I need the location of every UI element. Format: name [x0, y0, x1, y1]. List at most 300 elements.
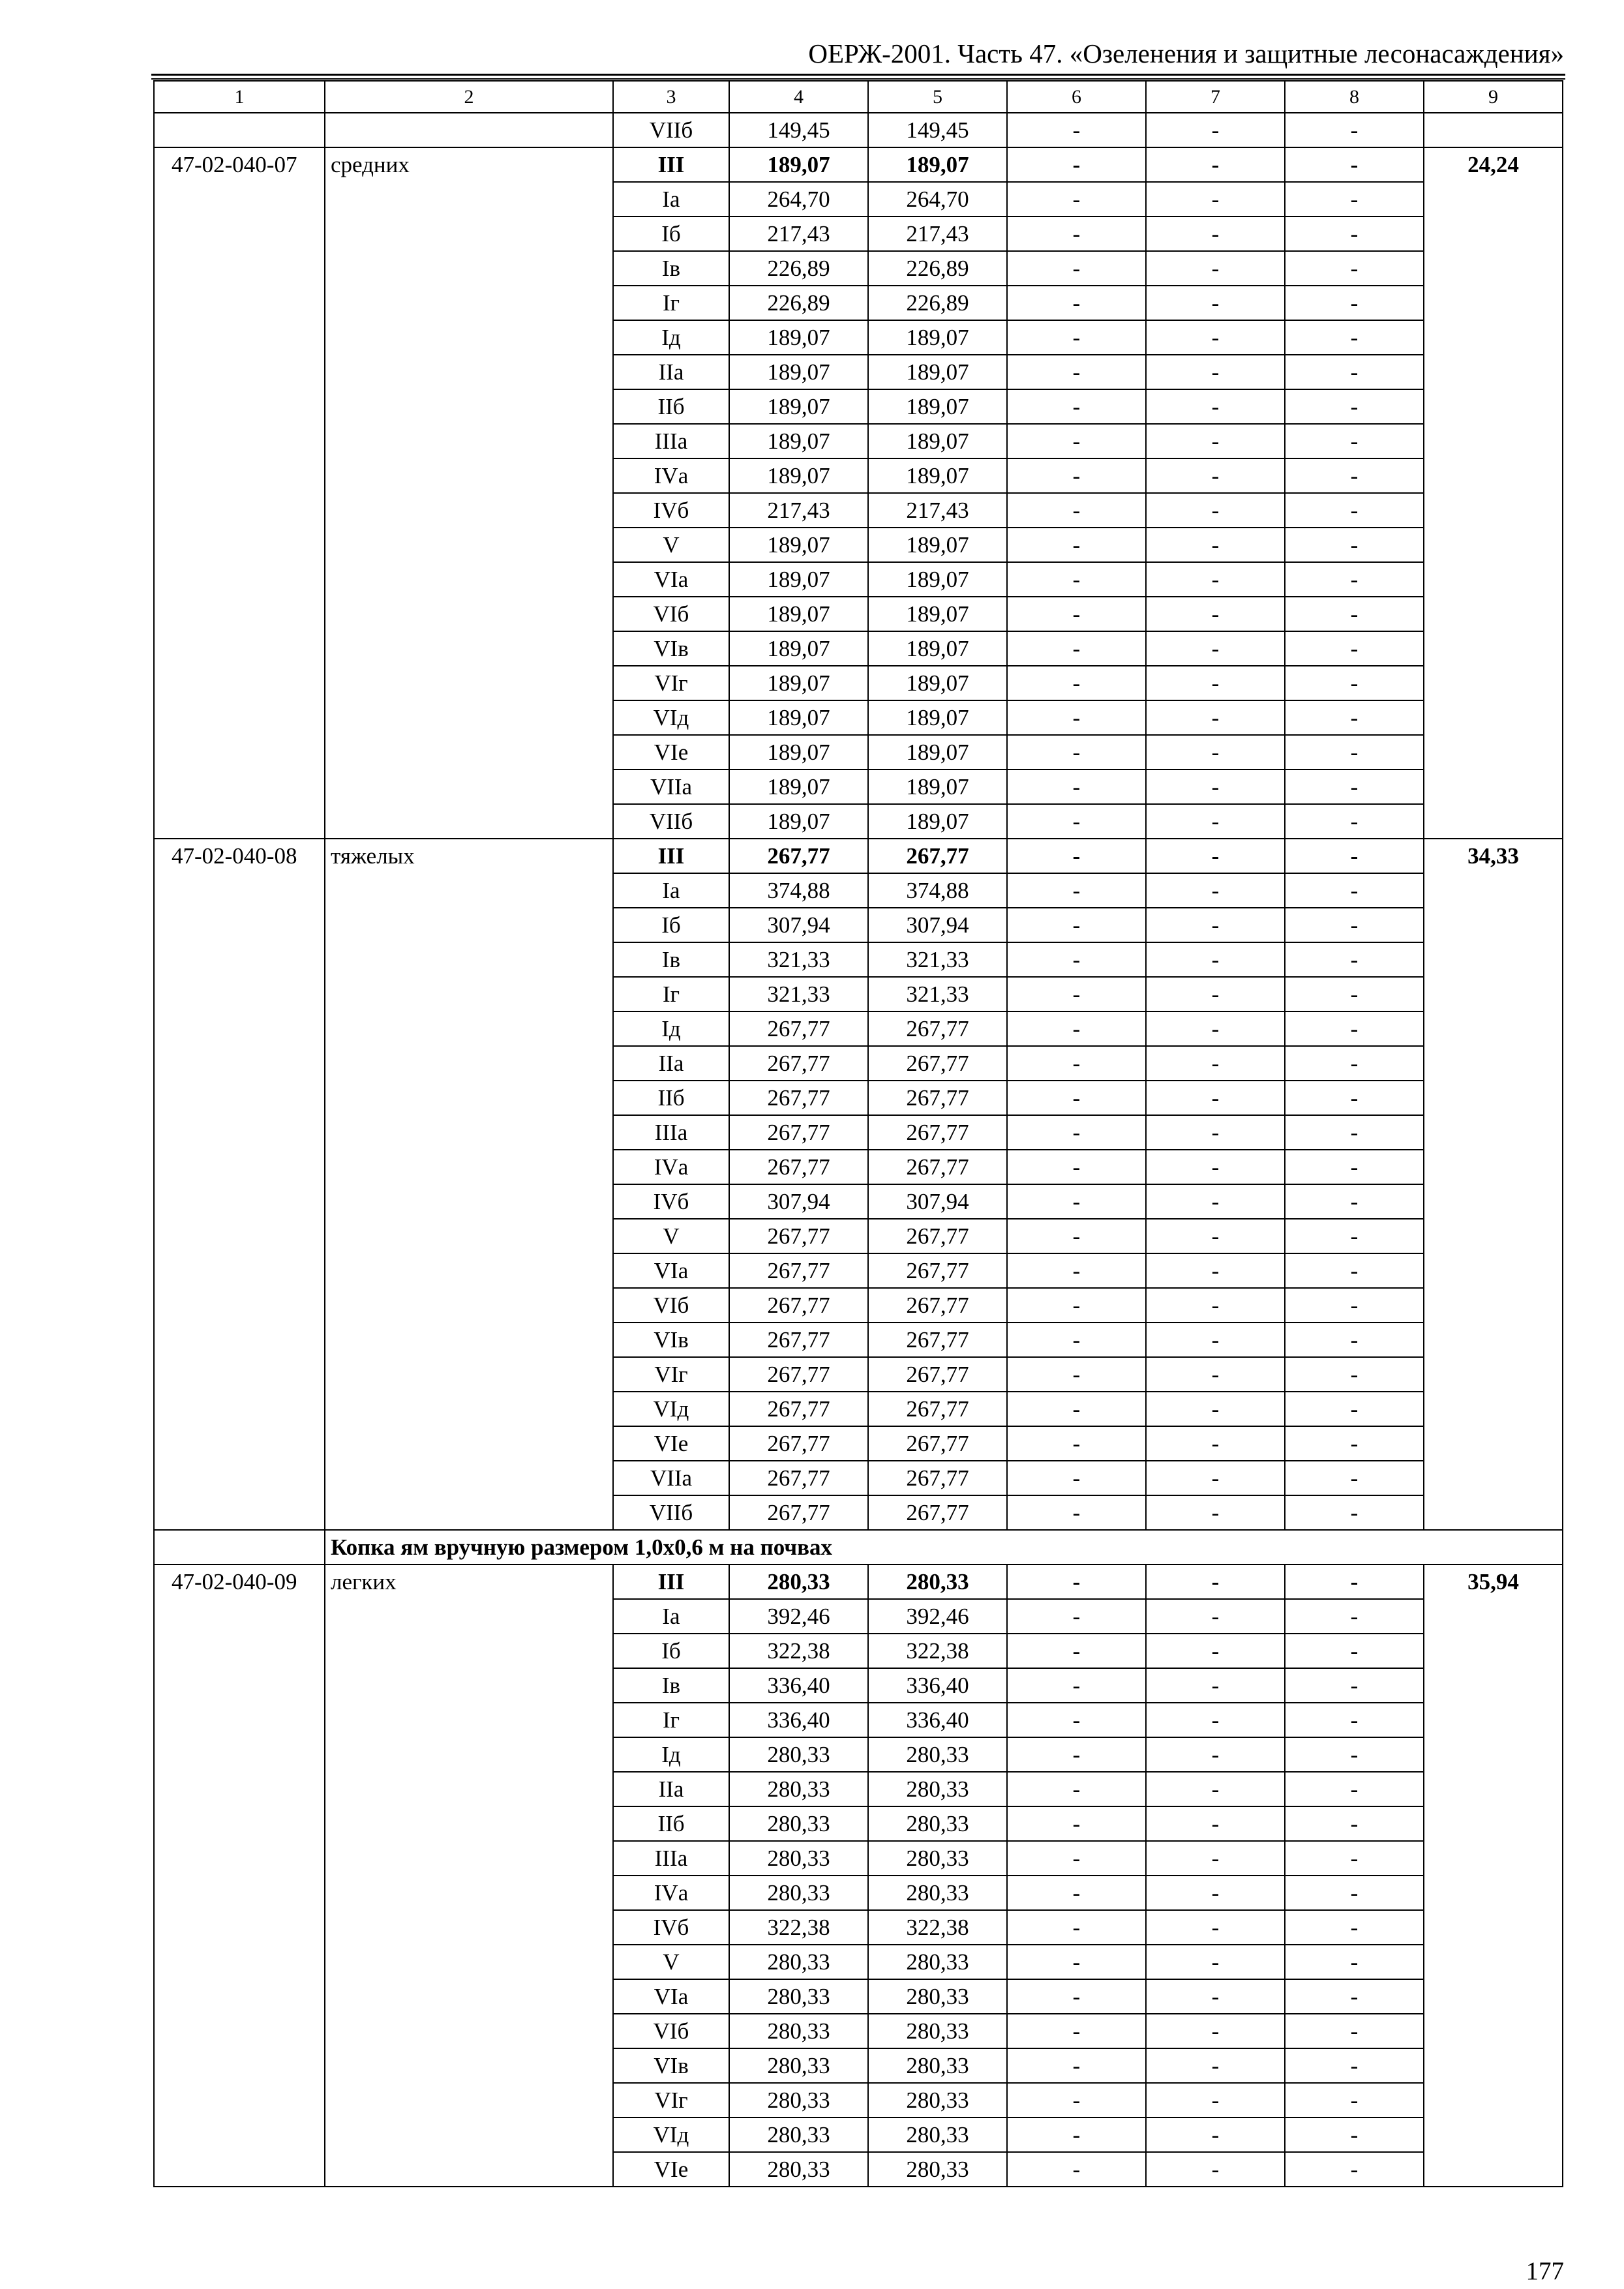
col-7-value: - [1146, 1910, 1285, 1945]
col-5-value: 189,07 [868, 804, 1007, 839]
col-6-value: - [1007, 873, 1146, 908]
col-7-value: - [1146, 1046, 1285, 1081]
column-number-2: 2 [325, 81, 613, 113]
col-7-value: - [1146, 1115, 1285, 1150]
table-row [154, 1564, 1563, 1599]
col-3-category: Iб [613, 908, 729, 942]
col-3-category: VIв [613, 2048, 729, 2083]
col-4-value: 189,07 [729, 700, 868, 735]
rate-name: средних [325, 147, 613, 839]
col-3-category: VIв [613, 631, 729, 666]
col-8-value: - [1285, 1772, 1424, 1806]
col-6-value: - [1007, 1703, 1146, 1737]
column-number-3: 3 [613, 81, 729, 113]
col-4-value: 321,33 [729, 942, 868, 977]
col-3-category: V [613, 1219, 729, 1253]
col-7-value: - [1146, 1288, 1285, 1323]
col-6-value: - [1007, 1599, 1146, 1634]
col-8-value: - [1285, 528, 1424, 562]
col-5-value: 280,33 [868, 2152, 1007, 2187]
col-6-value: - [1007, 1876, 1146, 1910]
col-3-category: Iг [613, 286, 729, 320]
col-3-category: IVа [613, 458, 729, 493]
col-7-value: - [1146, 251, 1285, 286]
col-5-value: 189,07 [868, 320, 1007, 355]
col-8-value: - [1285, 735, 1424, 770]
col-8-value: - [1285, 493, 1424, 528]
col-5-value: 280,33 [868, 1772, 1007, 1806]
col-8-value: - [1285, 147, 1424, 182]
col-4-value: 267,77 [729, 1219, 868, 1253]
col-8-value: - [1285, 320, 1424, 355]
column-number-8: 8 [1285, 81, 1424, 113]
col-8-value: - [1285, 355, 1424, 389]
col-4-value: 280,33 [729, 1979, 868, 2014]
col-7-value: - [1146, 217, 1285, 251]
col-3-category: IIа [613, 355, 729, 389]
col-4-value: 280,33 [729, 1876, 868, 1910]
col-7-value: - [1146, 1599, 1285, 1634]
col-7-value: - [1146, 147, 1285, 182]
col-8-value: - [1285, 700, 1424, 735]
rate-coefficient: 24,24 [1424, 147, 1563, 839]
column-number-7: 7 [1146, 81, 1285, 113]
col-7-value: - [1146, 1323, 1285, 1357]
col-6-value: - [1007, 2048, 1146, 2083]
col-4-value: 189,07 [729, 666, 868, 700]
col-5-value: 149,45 [868, 113, 1007, 147]
col-8-value: - [1285, 389, 1424, 424]
col-4-value: 189,07 [729, 804, 868, 839]
col-5-value: 189,07 [868, 355, 1007, 389]
col-7-value: - [1146, 2117, 1285, 2152]
col-5-value: 280,33 [868, 1979, 1007, 2014]
col-7-value: - [1146, 1945, 1285, 1979]
col-7-value: - [1146, 1495, 1285, 1530]
col-3-category: Iа [613, 873, 729, 908]
col-7-value: - [1146, 1357, 1285, 1392]
col-7-value: - [1146, 977, 1285, 1011]
col-5-value: 189,07 [868, 147, 1007, 182]
col-4-value: 189,07 [729, 355, 868, 389]
column-number-1: 1 [154, 81, 325, 113]
rates-table [153, 80, 1563, 2187]
col-8-value: - [1285, 424, 1424, 458]
cell-empty [325, 113, 613, 147]
col-5-value: 267,77 [868, 1461, 1007, 1495]
col-3-category: VIг [613, 2083, 729, 2117]
col-8-value: - [1285, 1150, 1424, 1184]
col-4-value: 189,07 [729, 424, 868, 458]
col-7-value: - [1146, 1979, 1285, 2014]
col-7-value: - [1146, 389, 1285, 424]
col-8-value: - [1285, 2117, 1424, 2152]
col-3-category: VIб [613, 1288, 729, 1323]
col-6-value: - [1007, 1772, 1146, 1806]
col-5-value: 189,07 [868, 528, 1007, 562]
col-3-category: VIа [613, 562, 729, 597]
col-3-category: VIе [613, 735, 729, 770]
col-3-category: IIа [613, 1046, 729, 1081]
col-8-value: - [1285, 1876, 1424, 1910]
col-8-value: - [1285, 1011, 1424, 1046]
col-3-category: VIг [613, 1357, 729, 1392]
col-6-value: - [1007, 458, 1146, 493]
col-6-value: - [1007, 562, 1146, 597]
col-3-category: VIIа [613, 1461, 729, 1495]
col-8-value: - [1285, 1253, 1424, 1288]
col-6-value: - [1007, 2117, 1146, 2152]
col-3-category: V [613, 528, 729, 562]
col-5-value: 189,07 [868, 770, 1007, 804]
col-4-value: 280,33 [729, 1841, 868, 1876]
col-8-value: - [1285, 873, 1424, 908]
col-5-value: 392,46 [868, 1599, 1007, 1634]
col-8-value: - [1285, 1806, 1424, 1841]
col-3-category: Iб [613, 217, 729, 251]
col-3-category: IVб [613, 1184, 729, 1219]
col-6-value: - [1007, 1115, 1146, 1150]
col-5-value: 189,07 [868, 735, 1007, 770]
cell-empty [154, 1530, 325, 1564]
col-5-value: 322,38 [868, 1910, 1007, 1945]
col-5-value: 226,89 [868, 251, 1007, 286]
col-6-value: - [1007, 1841, 1146, 1876]
col-5-value: 280,33 [868, 1841, 1007, 1876]
col-8-value: - [1285, 1046, 1424, 1081]
col-8-value: - [1285, 908, 1424, 942]
col-3-category: Iв [613, 1668, 729, 1703]
col-5-value: 280,33 [868, 2083, 1007, 2117]
col-6-value: - [1007, 1910, 1146, 1945]
col-8-value: - [1285, 977, 1424, 1011]
col-4-value: 267,77 [729, 839, 868, 873]
col-4-value: 267,77 [729, 1426, 868, 1461]
col-6-value: - [1007, 1426, 1146, 1461]
col-5-value: 307,94 [868, 1184, 1007, 1219]
col-3-category: IIIа [613, 1115, 729, 1150]
col-6-value: - [1007, 2014, 1146, 2048]
col-4-value: 267,77 [729, 1115, 868, 1150]
col-6-value: - [1007, 1392, 1146, 1426]
col-3-category: Iд [613, 1011, 729, 1046]
col-4-value: 267,77 [729, 1253, 868, 1288]
col-4-value: 322,38 [729, 1910, 868, 1945]
col-7-value: - [1146, 804, 1285, 839]
header-rule-thick [151, 74, 1565, 76]
col-6-value: - [1007, 631, 1146, 666]
col-7-value: - [1146, 666, 1285, 700]
col-6-value: - [1007, 839, 1146, 873]
col-6-value: - [1007, 2083, 1146, 2117]
col-8-value: - [1285, 1288, 1424, 1323]
col-3-category: VIб [613, 597, 729, 631]
col-3-category: IIIа [613, 1841, 729, 1876]
col-8-value: - [1285, 770, 1424, 804]
rate-code: 47-02-040-08 [154, 839, 325, 1530]
col-6-value: - [1007, 1046, 1146, 1081]
col-3-category: IIб [613, 1081, 729, 1115]
col-7-value: - [1146, 873, 1285, 908]
col-4-value: 189,07 [729, 320, 868, 355]
col-8-value: - [1285, 1634, 1424, 1668]
col-7-value: - [1146, 1806, 1285, 1841]
col-8-value: - [1285, 286, 1424, 320]
col-6-value: - [1007, 1253, 1146, 1288]
col-4-value: 267,77 [729, 1357, 868, 1392]
col-4-value: 189,07 [729, 770, 868, 804]
col-7-value: - [1146, 562, 1285, 597]
col-5-value: 226,89 [868, 286, 1007, 320]
col-4-value: 264,70 [729, 182, 868, 217]
col-3-category: VIIб [613, 804, 729, 839]
col-3-category: Iб [613, 1634, 729, 1668]
col-3-category: IVа [613, 1876, 729, 1910]
col-6-value: - [1007, 1323, 1146, 1357]
col-5-value: 267,77 [868, 1011, 1007, 1046]
col-7-value: - [1146, 493, 1285, 528]
cell-empty [1424, 113, 1563, 147]
col-6-value: - [1007, 942, 1146, 977]
col-6-value: - [1007, 977, 1146, 1011]
col-7-value: - [1146, 355, 1285, 389]
col-4-value: 189,07 [729, 458, 868, 493]
col-7-value: - [1146, 2152, 1285, 2187]
col-6-value: - [1007, 1081, 1146, 1115]
col-4-value: 149,45 [729, 113, 868, 147]
col-6-value: - [1007, 1219, 1146, 1253]
col-7-value: - [1146, 700, 1285, 735]
col-6-value: - [1007, 320, 1146, 355]
col-8-value: - [1285, 1737, 1424, 1772]
col-6-value: - [1007, 113, 1146, 147]
col-5-value: 189,07 [868, 424, 1007, 458]
col-5-value: 267,77 [868, 1115, 1007, 1150]
col-5-value: 267,77 [868, 1288, 1007, 1323]
col-4-value: 189,07 [729, 597, 868, 631]
col-6-value: - [1007, 389, 1146, 424]
col-4-value: 322,38 [729, 1634, 868, 1668]
col-3-category: VIIа [613, 770, 729, 804]
col-8-value: - [1285, 597, 1424, 631]
col-6-value: - [1007, 1564, 1146, 1599]
col-3-category: VIе [613, 2152, 729, 2187]
col-7-value: - [1146, 182, 1285, 217]
col-4-value: 280,33 [729, 1564, 868, 1599]
col-4-value: 280,33 [729, 1772, 868, 1806]
col-8-value: - [1285, 458, 1424, 493]
col-7-value: - [1146, 320, 1285, 355]
col-5-value: 267,77 [868, 1357, 1007, 1392]
col-3-category: VIд [613, 2117, 729, 2152]
col-7-value: - [1146, 1703, 1285, 1737]
col-8-value: - [1285, 1841, 1424, 1876]
col-4-value: 267,77 [729, 1046, 868, 1081]
col-3-category: III [613, 1564, 729, 1599]
column-number-4: 4 [729, 81, 868, 113]
rate-name: легких [325, 1564, 613, 2187]
col-5-value: 307,94 [868, 908, 1007, 942]
col-7-value: - [1146, 735, 1285, 770]
col-4-value: 336,40 [729, 1703, 868, 1737]
col-5-value: 374,88 [868, 873, 1007, 908]
col-7-value: - [1146, 942, 1285, 977]
col-5-value: 264,70 [868, 182, 1007, 217]
col-8-value: - [1285, 2014, 1424, 2048]
col-5-value: 217,43 [868, 217, 1007, 251]
col-5-value: 321,33 [868, 942, 1007, 977]
col-5-value: 267,77 [868, 1495, 1007, 1530]
col-3-category: VIе [613, 1426, 729, 1461]
rate-coefficient: 34,33 [1424, 839, 1563, 1530]
col-6-value: - [1007, 735, 1146, 770]
col-5-value: 267,77 [868, 839, 1007, 873]
col-5-value: 267,77 [868, 1046, 1007, 1081]
col-3-category: Iв [613, 251, 729, 286]
col-4-value: 217,43 [729, 493, 868, 528]
col-5-value: 280,33 [868, 1737, 1007, 1772]
col-4-value: 189,07 [729, 631, 868, 666]
col-7-value: - [1146, 286, 1285, 320]
col-5-value: 280,33 [868, 1945, 1007, 1979]
col-5-value: 189,07 [868, 700, 1007, 735]
col-8-value: - [1285, 1461, 1424, 1495]
col-3-category: IVб [613, 493, 729, 528]
column-number-5: 5 [868, 81, 1007, 113]
col-4-value: 189,07 [729, 528, 868, 562]
col-5-value: 189,07 [868, 562, 1007, 597]
section-title: Копка ям вручную размером 1,0х0,6 м на почвах [325, 1530, 1563, 1564]
col-4-value: 217,43 [729, 217, 868, 251]
col-3-category: VIа [613, 1979, 729, 2014]
col-4-value: 280,33 [729, 1806, 868, 1841]
header-rule-thin [151, 78, 1565, 80]
page-number: 177 [1526, 2257, 1564, 2285]
col-5-value: 267,77 [868, 1081, 1007, 1115]
col-6-value: - [1007, 1806, 1146, 1841]
col-6-value: - [1007, 1288, 1146, 1323]
col-5-value: 267,77 [868, 1150, 1007, 1184]
col-4-value: 280,33 [729, 2083, 868, 2117]
col-6-value: - [1007, 1945, 1146, 1979]
col-6-value: - [1007, 1668, 1146, 1703]
col-8-value: - [1285, 251, 1424, 286]
col-7-value: - [1146, 2014, 1285, 2048]
col-7-value: - [1146, 1564, 1285, 1599]
col-4-value: 307,94 [729, 1184, 868, 1219]
col-6-value: - [1007, 1634, 1146, 1668]
col-6-value: - [1007, 1357, 1146, 1392]
col-4-value: 189,07 [729, 389, 868, 424]
column-number-9: 9 [1424, 81, 1563, 113]
col-6-value: - [1007, 251, 1146, 286]
rate-name: тяжелых [325, 839, 613, 1530]
col-8-value: - [1285, 631, 1424, 666]
col-5-value: 267,77 [868, 1323, 1007, 1357]
col-3-category: IVб [613, 1910, 729, 1945]
col-5-value: 267,77 [868, 1392, 1007, 1426]
col-6-value: - [1007, 1979, 1146, 2014]
col-7-value: - [1146, 839, 1285, 873]
col-8-value: - [1285, 1495, 1424, 1530]
col-5-value: 280,33 [868, 2048, 1007, 2083]
col-3-category: Iд [613, 1737, 729, 1772]
col-6-value: - [1007, 770, 1146, 804]
rate-code: 47-02-040-07 [154, 147, 325, 839]
col-5-value: 189,07 [868, 666, 1007, 700]
col-8-value: - [1285, 1184, 1424, 1219]
col-5-value: 189,07 [868, 389, 1007, 424]
col-3-category: V [613, 1945, 729, 1979]
col-4-value: 226,89 [729, 251, 868, 286]
col-8-value: - [1285, 1703, 1424, 1737]
col-8-value: - [1285, 1668, 1424, 1703]
col-3-category: IIб [613, 1806, 729, 1841]
col-3-category: IIб [613, 389, 729, 424]
col-8-value: - [1285, 1426, 1424, 1461]
col-4-value: 307,94 [729, 908, 868, 942]
col-8-value: - [1285, 1979, 1424, 2014]
col-6-value: - [1007, 1011, 1146, 1046]
col-7-value: - [1146, 1668, 1285, 1703]
col-3-category: VIг [613, 666, 729, 700]
col-8-value: - [1285, 1599, 1424, 1634]
col-8-value: - [1285, 1564, 1424, 1599]
col-5-value: 267,77 [868, 1219, 1007, 1253]
col-4-value: 280,33 [729, 2014, 868, 2048]
col-6-value: - [1007, 286, 1146, 320]
col-3-category: VIд [613, 1392, 729, 1426]
col-4-value: 226,89 [729, 286, 868, 320]
col-7-value: - [1146, 1219, 1285, 1253]
col-6-value: - [1007, 700, 1146, 735]
col-5-value: 336,40 [868, 1703, 1007, 1737]
col-7-value: - [1146, 631, 1285, 666]
col-3-category: Iд [613, 320, 729, 355]
col-4-value: 280,33 [729, 1737, 868, 1772]
col-3-category: Iг [613, 1703, 729, 1737]
col-4-value: 189,07 [729, 735, 868, 770]
col-6-value: - [1007, 666, 1146, 700]
col-7-value: - [1146, 2048, 1285, 2083]
col-8-value: - [1285, 182, 1424, 217]
cell-empty [154, 113, 325, 147]
col-4-value: 280,33 [729, 2117, 868, 2152]
col-4-value: 267,77 [729, 1495, 868, 1530]
col-8-value: - [1285, 1945, 1424, 1979]
col-6-value: - [1007, 528, 1146, 562]
col-8-value: - [1285, 839, 1424, 873]
col-7-value: - [1146, 1772, 1285, 1806]
col-5-value: 280,33 [868, 2014, 1007, 2048]
col-5-value: 321,33 [868, 977, 1007, 1011]
col-3-category: IVа [613, 1150, 729, 1184]
col-6-value: - [1007, 1461, 1146, 1495]
col-4-value: 321,33 [729, 977, 868, 1011]
col-6-value: - [1007, 182, 1146, 217]
col-5-value: 189,07 [868, 597, 1007, 631]
col-4-value: 267,77 [729, 1392, 868, 1426]
col-6-value: - [1007, 908, 1146, 942]
column-number-6: 6 [1007, 81, 1146, 113]
col-3-category: IIа [613, 1772, 729, 1806]
col-7-value: - [1146, 1634, 1285, 1668]
col-8-value: - [1285, 1219, 1424, 1253]
col-7-value: - [1146, 1426, 1285, 1461]
col-6-value: - [1007, 1495, 1146, 1530]
col-7-value: - [1146, 113, 1285, 147]
col-7-value: - [1146, 908, 1285, 942]
